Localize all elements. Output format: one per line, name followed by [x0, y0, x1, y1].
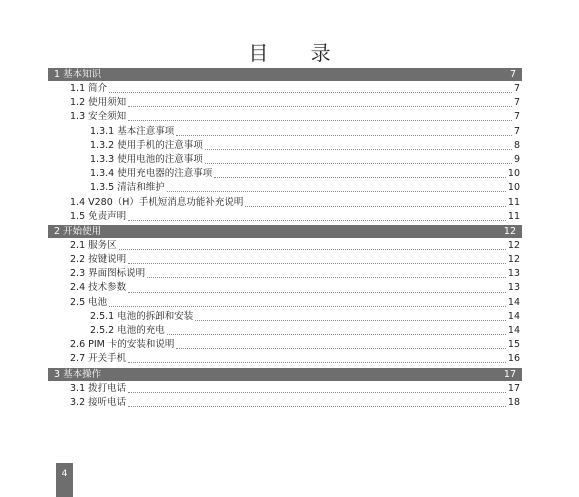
toc-entry-row[interactable] — [48, 382, 522, 396]
toc-entry-label: 3.1 拨打电话 — [70, 382, 127, 394]
toc-leader-dots — [128, 361, 506, 363]
toc-entry-label: 1.1 简介 — [70, 83, 108, 94]
toc-entry-row[interactable] — [48, 153, 522, 167]
toc-leader-dots — [128, 219, 506, 221]
toc-entry-page: 9 — [513, 153, 520, 165]
toc-entry-page: 13 — [507, 282, 520, 294]
toc-entry-row[interactable] — [48, 125, 522, 139]
toc-entry-page: 14 — [507, 325, 520, 336]
toc-entry-page: 14 — [507, 296, 520, 308]
toc-leader-dots — [176, 134, 512, 136]
toc-entry-page: 7 — [509, 69, 516, 80]
toc-entry-row[interactable] — [48, 96, 522, 110]
toc-entry-row[interactable] — [48, 110, 522, 124]
toc-leader-dots — [128, 291, 506, 293]
toc-entry-row[interactable] — [48, 210, 522, 224]
toc-entry-row[interactable] — [48, 181, 522, 195]
toc-leader-dots — [214, 176, 506, 178]
toc-leader-dots — [176, 347, 506, 349]
toc-entry-row[interactable] — [48, 396, 522, 410]
toc-leader-dots — [128, 105, 512, 107]
toc-entry-row[interactable] — [48, 267, 522, 281]
toc-entry-page: 7 — [513, 83, 520, 94]
toc-leader-dots — [167, 190, 506, 192]
toc-entry-page: 11 — [507, 210, 520, 222]
toc-chapter-row[interactable] — [48, 68, 522, 81]
toc-entry-label: 3.2 接听电话 — [70, 396, 127, 408]
toc-leader-dots — [109, 91, 512, 93]
toc-entry-page: 14 — [507, 310, 520, 322]
toc-leader-dots — [119, 248, 506, 250]
toc-leader-dots — [147, 276, 506, 278]
toc-entry-label: 1.3.1 基本注意事项 — [90, 125, 175, 137]
toc-entry-page: 7 — [513, 125, 520, 137]
toc-entry-label: 2.1 服务区 — [70, 239, 117, 251]
toc-entry-label: 1.3.4 使用充电器的注意事项 — [90, 168, 213, 180]
toc-entry-label: 1.4 V280（H）手机短消息功能补充说明 — [70, 196, 244, 208]
toc-entry-page: 10 — [507, 168, 520, 180]
toc-entry-page: 8 — [513, 139, 520, 151]
toc-leader-dots — [128, 262, 506, 264]
toc-entry-row[interactable] — [48, 253, 522, 267]
toc-entry-label: 1 基本知识 — [54, 69, 102, 80]
toc-leader-dots — [128, 405, 506, 407]
toc-entry-page: 16 — [507, 353, 520, 365]
toc-entry-row[interactable] — [48, 352, 522, 366]
toc-entry-label: 2.4 技术参数 — [70, 282, 127, 294]
toc-entry-label: 2.5 电池 — [70, 296, 108, 308]
toc-entry-label: 2 开始使用 — [54, 225, 102, 237]
toc-leader-dots — [109, 305, 506, 307]
toc-leader-dots — [128, 391, 506, 393]
toc-entry-page: 12 — [507, 239, 520, 251]
toc-entry-page: 12 — [503, 225, 516, 237]
toc-entry-row[interactable] — [48, 82, 522, 96]
toc-entry-row[interactable] — [48, 281, 522, 295]
toc-leader-dots — [128, 119, 512, 121]
toc-chapter-row[interactable] — [48, 368, 522, 381]
toc-entry-page: 17 — [507, 382, 520, 394]
toc-chapter-row[interactable] — [48, 225, 522, 238]
table-of-contents — [48, 67, 522, 410]
toc-leader-dots — [205, 162, 512, 164]
toc-entry-page: 18 — [507, 396, 520, 408]
toc-title: 目 录 — [248, 41, 349, 65]
toc-entry-label: 1.3.3 使用电池的注意事项 — [90, 153, 203, 165]
toc-entry-row[interactable] — [48, 196, 522, 210]
toc-entry-label: 1.3.5 清洁和维护 — [90, 182, 165, 194]
toc-entry-page: 11 — [507, 196, 520, 208]
toc-entry-label: 1.2 使用须知 — [70, 97, 127, 109]
toc-entry-page: 17 — [503, 368, 516, 380]
page-number: 4 — [56, 463, 73, 497]
toc-entry-row[interactable] — [48, 167, 522, 181]
toc-entry-page: 15 — [507, 339, 520, 351]
toc-entry-row[interactable] — [48, 338, 522, 352]
toc-entry-label: 1.5 免责声明 — [70, 210, 127, 222]
toc-entry-label: 3 基本操作 — [54, 368, 102, 380]
toc-entry-row[interactable] — [48, 310, 522, 324]
toc-entry-row[interactable] — [48, 139, 522, 153]
toc-leader-dots — [195, 319, 506, 321]
toc-entry-label: 2.6 PIM 卡的安装和说明 — [70, 339, 175, 351]
toc-entry-label: 2.5.1 电池的拆卸和安装 — [90, 310, 194, 322]
toc-entry-row[interactable] — [48, 296, 522, 310]
toc-entry-page: 12 — [507, 254, 520, 266]
toc-entry-label: 2.2 按键说明 — [70, 254, 127, 266]
toc-entry-row[interactable] — [48, 324, 522, 338]
toc-entry-page: 13 — [507, 268, 520, 280]
toc-entry-label: 2.5.2 电池的充电 — [90, 325, 165, 336]
toc-entry-label: 2.3 界面图标说明 — [70, 268, 146, 280]
toc-entry-page: 10 — [507, 182, 520, 194]
toc-entry-page: 7 — [513, 97, 520, 109]
toc-leader-dots — [245, 205, 506, 207]
toc-entry-row[interactable] — [48, 239, 522, 253]
toc-leader-dots — [167, 333, 506, 335]
toc-entry-label: 1.3.2 使用手机的注意事项 — [90, 139, 203, 151]
toc-entry-page: 7 — [513, 111, 520, 123]
toc-entry-label: 2.7 开关手机 — [70, 353, 127, 365]
toc-entry-label: 1.3 安全须知 — [70, 111, 127, 123]
toc-leader-dots — [205, 148, 512, 150]
